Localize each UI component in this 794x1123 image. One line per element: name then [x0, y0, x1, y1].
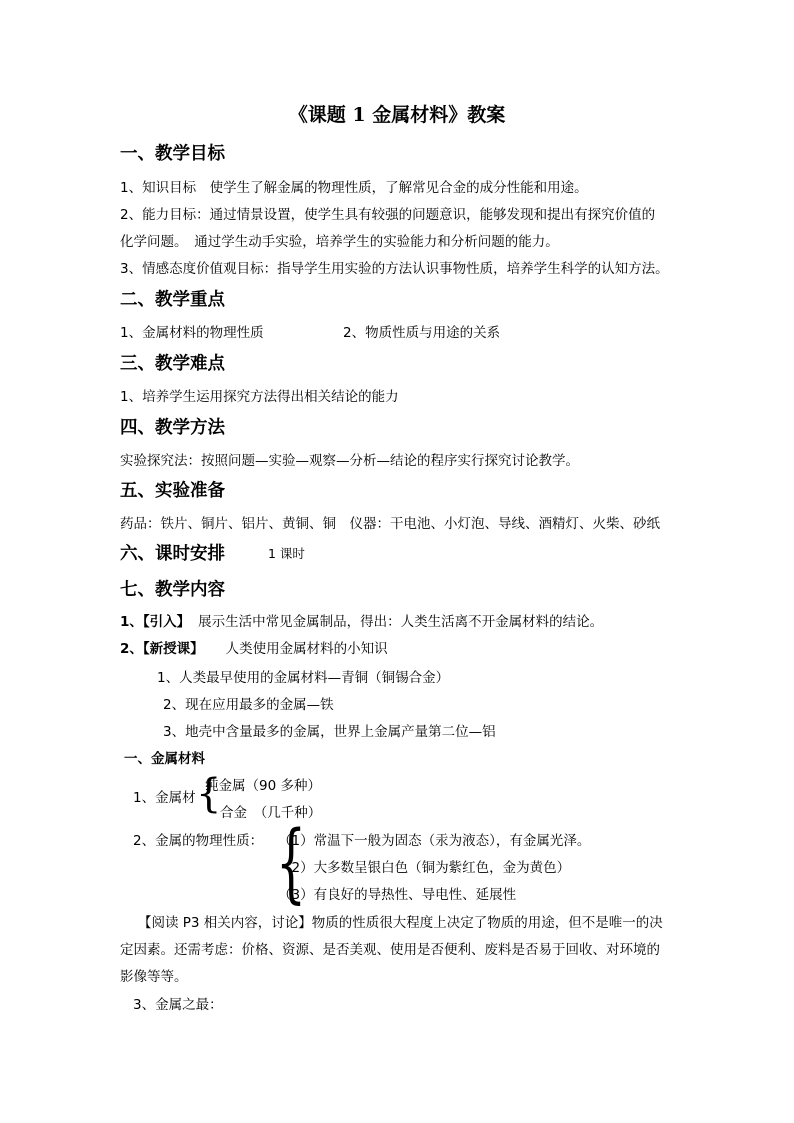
- metal-type-alloy: 合金 （几千种）: [220, 805, 322, 821]
- physical-props-label: 2、金属的物理性质：: [133, 833, 264, 849]
- intro-tag: 1、【引入】: [120, 614, 191, 630]
- paragraph-line: 2、物质性质与用途的关系: [343, 325, 501, 341]
- paragraph-line: 1、知识目标 使学生了解金属的物理性质，了解常见合金的成分性能和用途。: [120, 180, 588, 196]
- new-lesson-text: 人类使用金属材料的小知识: [225, 641, 388, 657]
- section-heading-methods: 四、教学方法: [120, 418, 225, 438]
- paragraph-line: 2、能力目标：通过情景设置，使学生具有较强的问题意识，能够发现和提出有探究价值的: [120, 207, 656, 223]
- metal-material-label: 1、金属材: [133, 790, 196, 806]
- section-heading-objectives: 一、教学目标: [120, 144, 225, 164]
- new-lesson-tag: 2、【新授课】: [120, 641, 204, 657]
- paragraph-line: 3、情感态度价值观目标：指导学生用实验的方法认识事物性质，培养学生科学的认知方法。: [120, 261, 669, 277]
- paragraph-line: 1、培养学生运用探究方法得出相关结论的能力: [120, 389, 399, 405]
- section-heading-key-points: 二、教学重点: [120, 290, 225, 310]
- physical-prop-item: （1）常温下一般为固态（汞为液态），有金属光泽。: [278, 833, 591, 849]
- sub-heading-metal-materials: 一、金属材料: [124, 751, 205, 767]
- brace-symbol: {: [196, 771, 222, 817]
- section-heading-content: 七、教学内容: [120, 580, 225, 600]
- section-heading-schedule: 六、课时安排: [120, 544, 225, 564]
- paragraph-line: 1、金属材料的物理性质: [120, 325, 264, 341]
- paragraph-line: 化学问题。 通过学生动手实验，培养学生的实验能力和分析问题的能力。: [120, 234, 559, 250]
- intro-line: [120, 610, 603, 630]
- paragraph-line: 实验探究法：按照问题—实验—观察—分析—结论的程序实行探究讨论教学。: [120, 453, 579, 469]
- physical-prop-item: （2）大多数呈银白色（铜为紫红色，金为黄色）: [278, 860, 571, 876]
- brace-symbol: {: [276, 813, 307, 913]
- knowledge-item: 3、地壳中含量最多的金属，世界上金属产量第二位—铝: [163, 724, 496, 740]
- section-heading-difficulties: 三、教学难点: [120, 354, 225, 374]
- section-heading-preparation: 五、实验准备: [120, 481, 225, 501]
- knowledge-item: 2、现在应用最多的金属—铁: [163, 697, 334, 713]
- metal-type-pure: 纯金属（90 多种）: [205, 778, 321, 794]
- paragraph-line: 定因素。还需考虑：价格、资源、是否美观、使用是否便利、废料是否易于回收、对环境的: [120, 942, 660, 958]
- page-title: 《课题 1 金属材料》教案: [288, 104, 506, 126]
- metal-records-label: 3、金属之最：: [133, 997, 223, 1013]
- paragraph-line: 药品：铁片、铜片、铝片、黄铜、铜 仪器：干电池、小灯泡、导线、酒精灯、火柴、砂纸: [120, 516, 660, 532]
- intro-text: 展示生活中常见金属制品，得出：人类生活离不开金属材料的结论。: [198, 614, 604, 630]
- knowledge-item: 1、人类最早使用的金属材料—青铜（铜锡合金）: [157, 670, 450, 686]
- new-lesson-line: [120, 637, 388, 657]
- class-hours: 1 课时: [268, 546, 305, 561]
- paragraph-line: 影像等等。: [120, 969, 188, 985]
- paragraph-line: 【阅读 P3 相关内容，讨论】物质的性质很大程度上决定了物质的用途，但不是唯一的决: [138, 915, 663, 931]
- physical-prop-item: （3）有良好的导热性、导电性、延展性: [278, 887, 517, 903]
